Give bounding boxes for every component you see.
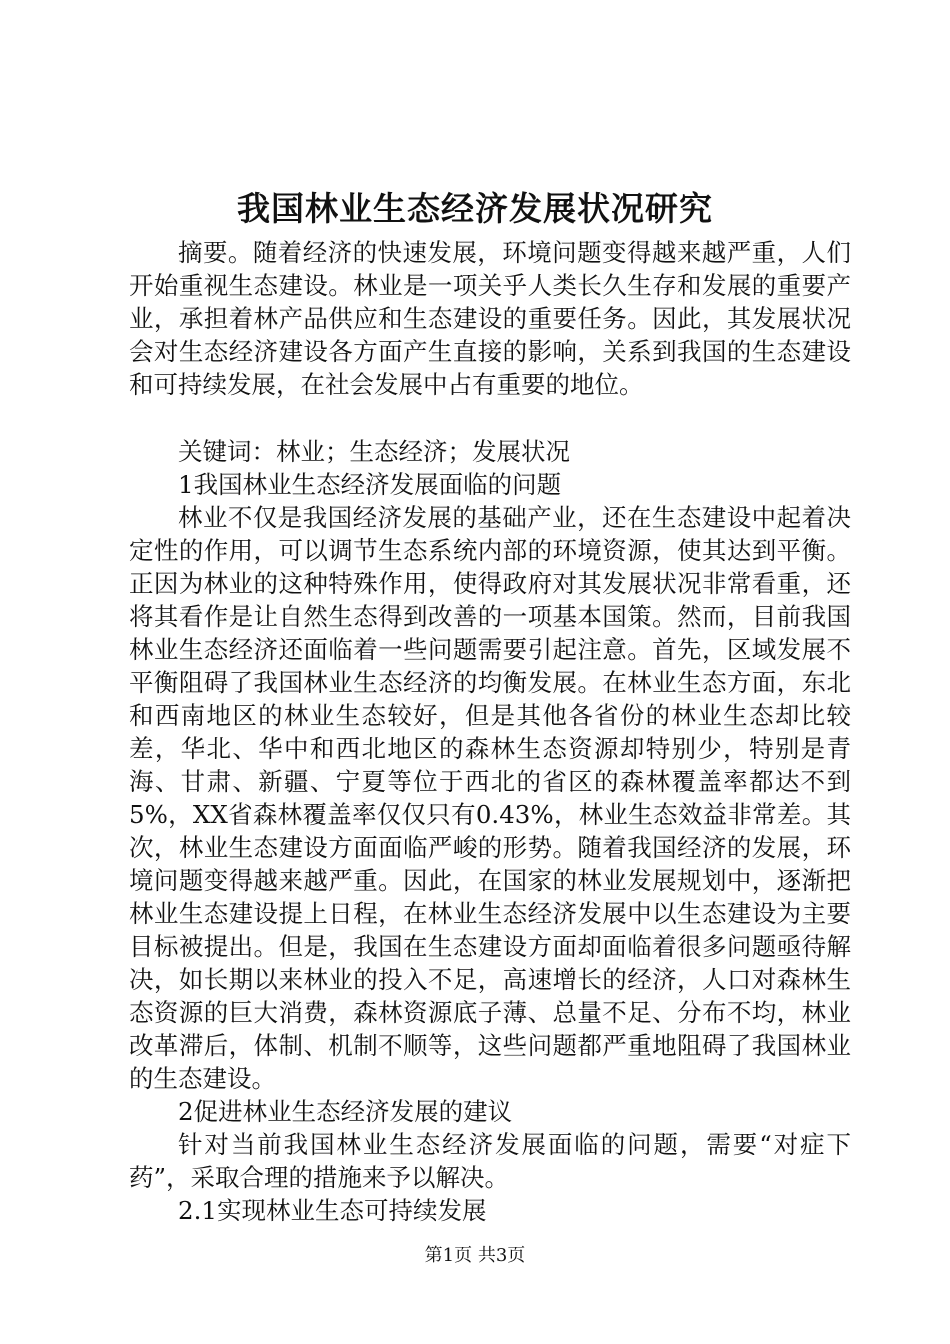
document-body	[129, 236, 851, 1227]
document-title: 我国林业生态经济发展状况研究	[237, 189, 713, 228]
abstract-paragraph: 摘要。随着经济的快速发展，环境问题变得越来越严重，人们开始重视生态建设。林业是一项关乎人类长久生存和发展的重要产业，承担着林产品供应和生态建设的重要任务。因此，其发展状况会对生态经济建设各方面产生直接的影响，关系到我国的生态建设和可持续发展，在社会发展中占有重要的地位。	[129, 238, 851, 399]
page-number-footer: 第1页 共3页	[424, 1245, 526, 1266]
section-1-paragraph: 林业不仅是我国经济发展的基础产业，还在生态建设中起着决定性的作用，可以调节生态系统内部的环境资源，使其达到平衡。正因为林业的这种特殊作用，使得政府对其发展状况非常看重，还将其看作是让自然生态得到改善的一项基本国策。然而，目前我国林业生态经济还面临着一些问题需要引起注意。首先，区域发展不平衡阻碍了我国林业生态经济的均衡发展。在林业生态方面，东北和西南地区的林业生态较好，但是其他各省份的林业生态却比较差，华北、华中和西北地区的森林生态资源却特别少，特别是青海、甘肃、新疆、宁夏等位于西北的省区的森林覆盖率都达不到5%，XX省森林覆盖率仅仅只有0.43%，林业生态效益非常差。其次，林业生态建设方面面临严峻的形势。随着我国经济的发展，环境问题变得越来越严重。因此，在国家的林业发展规划中，逐渐把林业生态建设提上日程，在林业生态经济发展中以生态建设为主要目标被提出。但是，我国在生态建设方面却面临着很多问题亟待解决，如长期以来林业的投入不足，高速增长的经济，人口对森林生态资源的巨大消费，森林资源底子薄、总量不足、分布不均，林业改革滞后，体制、机制不顺等，这些问题都严重地阻碍了我国林业的生态建设。	[129, 503, 851, 1093]
section-1-heading: 1我国林业生态经济发展面临的问题	[178, 470, 562, 499]
section-2-heading: 2促进林业生态经济发展的建议	[178, 1097, 513, 1126]
keywords-line: 关键词：林业；生态经济；发展状况	[178, 437, 570, 466]
section-2-1-heading: 2.1实现林业生态可持续发展	[178, 1196, 487, 1225]
section-2-paragraph: 针对当前我国林业生态经济发展面临的问题，需要“对症下药”，采取合理的措施来予以解决。	[129, 1130, 851, 1192]
